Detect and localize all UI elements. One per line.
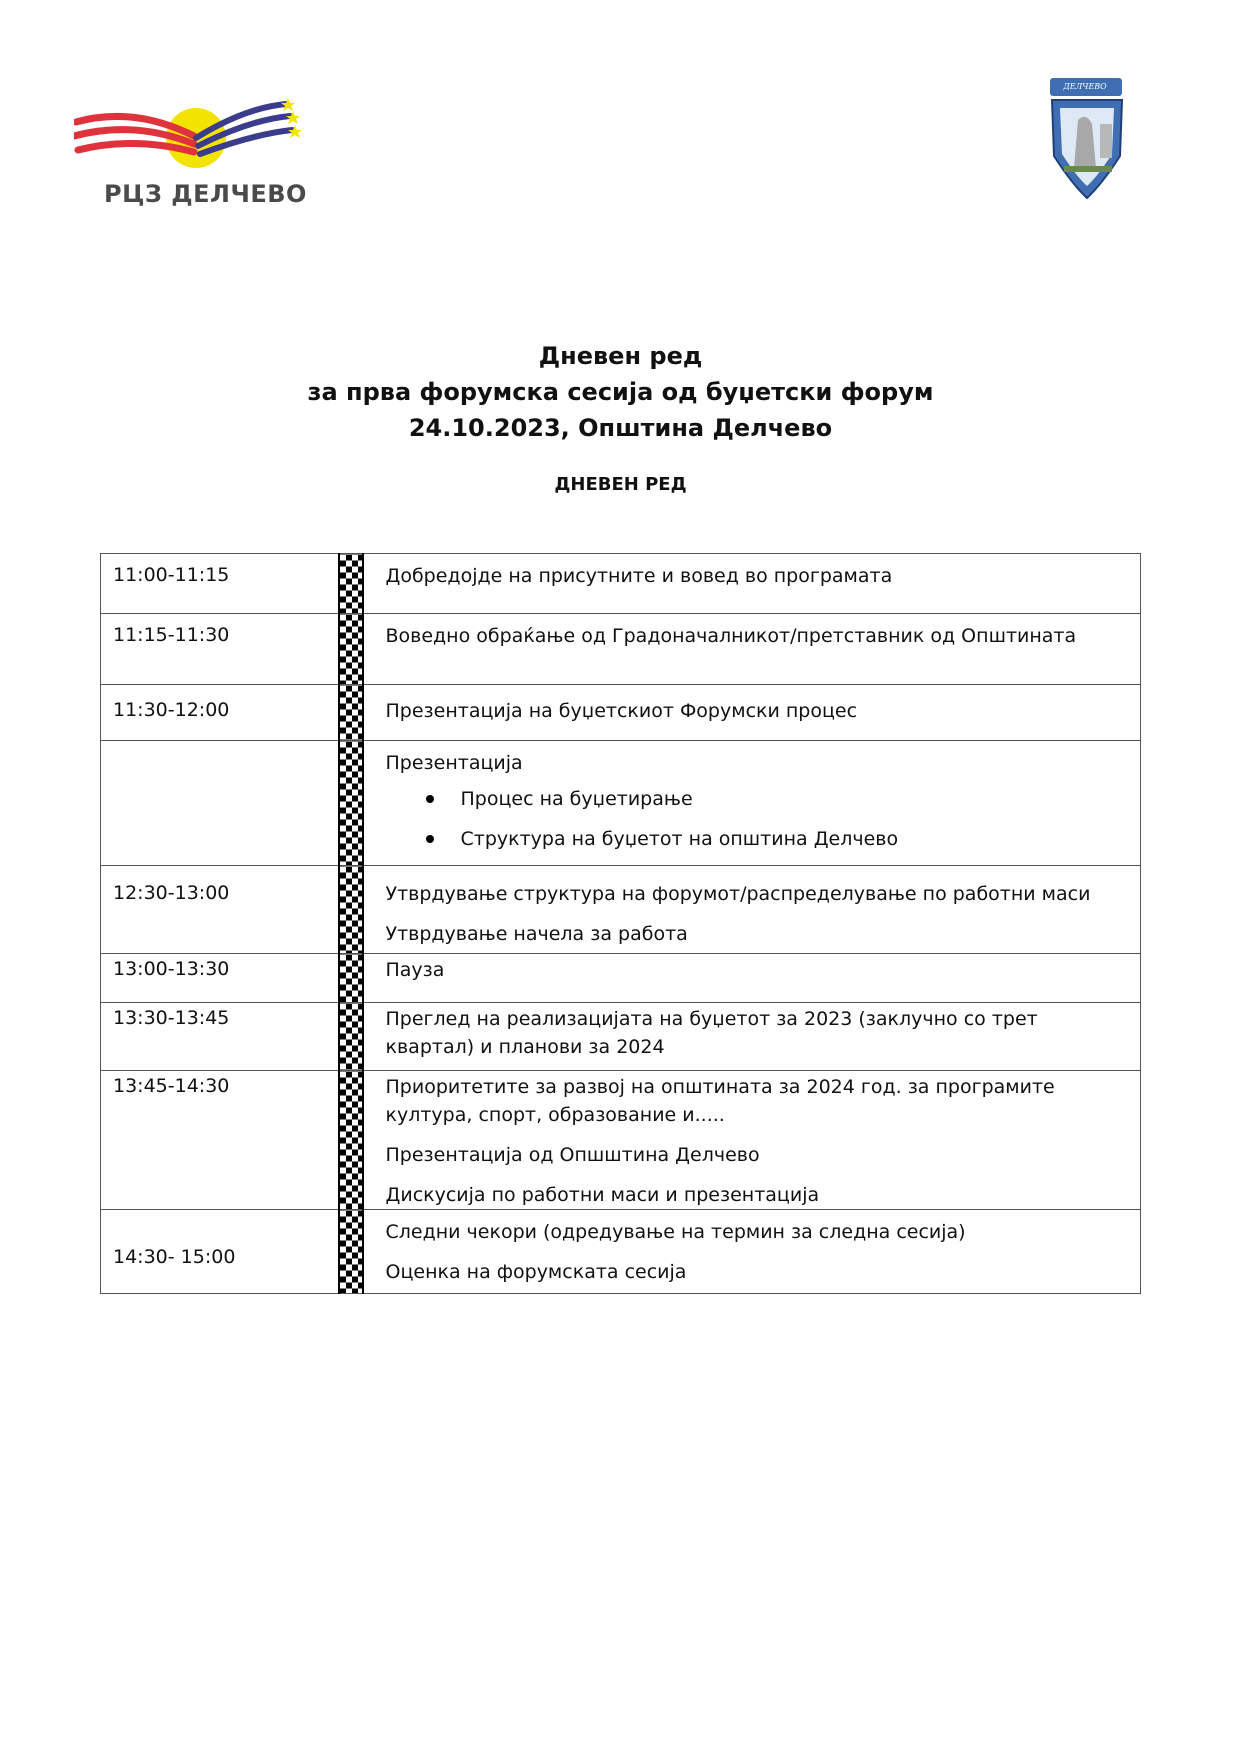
agenda-row (101, 741, 1141, 866)
agenda-time (101, 741, 339, 866)
agenda-item-text: Преглед на реализацијата на буџетот за 2023 (заклучно со трет квартал) и планови за 2024 (385, 1008, 1038, 1058)
agenda-bullet-list (386, 785, 1119, 853)
agenda-item-text: Добредојде на присутните и вовед во програмата (385, 565, 893, 587)
title-line-1: Дневен ред (538, 342, 703, 370)
agenda-description (363, 1071, 1141, 1210)
checker-divider (339, 614, 363, 685)
agenda-row (101, 554, 1141, 614)
agenda-item-text: Оценка на форумската сесија (385, 1261, 687, 1283)
agenda-time: 11:30-12:00 (101, 685, 339, 741)
agenda-item-text: Воведно обраќање од Градоначалникот/претставник од Општината (385, 625, 1077, 647)
agenda-row (101, 954, 1141, 1003)
agenda-time: 13:30-13:45 (101, 1003, 339, 1071)
document-title (0, 338, 1241, 446)
agenda-item-text: Пауза (385, 959, 445, 981)
crest-ground (1064, 166, 1112, 172)
agenda-description (363, 741, 1141, 866)
agenda-description (363, 1003, 1141, 1071)
agenda-table (100, 553, 1141, 1294)
agenda-item-text: Презентација од Опшштина Делчево (385, 1144, 760, 1166)
agenda-time: 11:15-11:30 (101, 614, 339, 685)
agenda-row (101, 1210, 1141, 1294)
agenda-row (101, 866, 1141, 954)
agenda-description (363, 685, 1141, 741)
rcz-logo-graphic (74, 98, 324, 188)
agenda-item-text: Презентација на буџетскиот Форумски процес (385, 700, 858, 722)
crest-graphic (1040, 76, 1134, 200)
agenda-subheading: ДНЕВЕН РЕД (554, 474, 687, 495)
agenda-bullet-item: Процес на буџетирање (386, 785, 1119, 813)
checker-divider (339, 1071, 363, 1210)
agenda-row (101, 1071, 1141, 1210)
checker-divider (339, 685, 363, 741)
checker-divider (339, 741, 363, 866)
agenda-description (363, 614, 1141, 685)
agenda-row (101, 1003, 1141, 1071)
municipality-crest (1040, 76, 1134, 200)
crest-tower (1100, 124, 1112, 158)
title-line-3: 24.10.2023, Општина Делчево (408, 414, 833, 442)
logo-wordmark: РЦЗ ДЕЛЧЕВО (104, 180, 307, 208)
agenda-row (101, 685, 1141, 741)
agenda-row (101, 614, 1141, 685)
agenda-time: 12:30-13:00 (101, 866, 339, 954)
agenda-item-text: Презентација (385, 752, 523, 774)
agenda-item-text: Утврдување начела за работа (385, 923, 688, 945)
title-line-2: за прва форумска сесија од буџетски форум (307, 378, 934, 406)
agenda-item-text: Дискусија по работни маси и презентација (385, 1184, 820, 1206)
agenda-item-text: Приоритетите за развој на општината за 2024 год. за програмите култура, спорт, образование и..... (385, 1076, 1055, 1126)
agenda-time: 11:00-11:15 (101, 554, 339, 614)
agenda-description (363, 1210, 1141, 1294)
agenda-description (363, 554, 1141, 614)
agenda-time: 13:00-13:30 (101, 954, 339, 1003)
checker-divider (339, 1003, 363, 1071)
agenda-item-text: Следни чекори (одредување на термин за следна сесија) (385, 1221, 966, 1243)
agenda-time: 14:30- 15:00 (101, 1210, 339, 1294)
agenda-bullet-item: Структура на буџетот на општина Делчево (386, 825, 1119, 853)
agenda-description (363, 954, 1141, 1003)
checker-divider (339, 866, 363, 954)
agenda-time: 13:45-14:30 (101, 1071, 339, 1210)
rcz-logo (74, 98, 324, 208)
crest-banner-text: ДЕЛЧЕВО (1063, 82, 1107, 91)
checker-divider (339, 554, 363, 614)
agenda-description (363, 866, 1141, 954)
agenda-item-text: Утврдување структура на форумот/распределување по работни маси (385, 883, 1091, 905)
checker-divider (339, 1210, 363, 1294)
checker-divider (339, 954, 363, 1003)
